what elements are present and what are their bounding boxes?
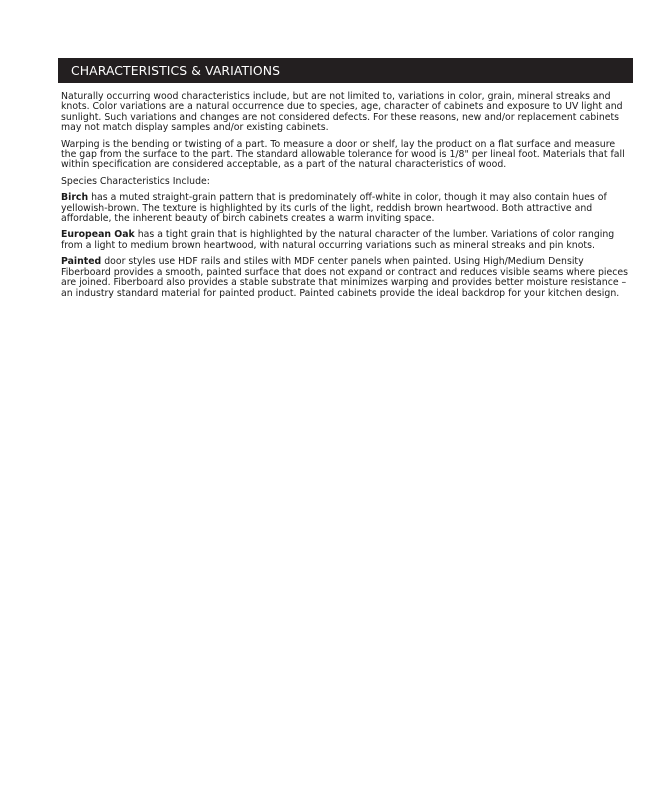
oak-paragraph bbox=[61, 230, 631, 251]
species-intro-paragraph: Species Characteristics Include: bbox=[61, 175, 210, 187]
intro-paragraph: Naturally occurring wood characteristics include, but are not limited to, variations in color, grain, mineral streaks and knots. Color variations are a natural occurrence due to species, age, character of cabinets and exposure to UV light and sunlight. Such variations and changes are not considered defects. For these reasons, new and/or replacement cabinets may not match display samples and/or existing cabinets. bbox=[61, 91, 623, 134]
birch-description: has a muted straight-grain pattern that is predominately off-white in color, though it may also contain hues of yellowish-brown. The texture is highlighted by its curls of the light, reddish brown heartwood. Both attractive and affordable, the inherent beauty of birch cabinets creates a warm inviting space. bbox=[61, 192, 607, 225]
section-title: CHARACTERISTICS & VARIATIONS bbox=[71, 63, 281, 78]
painted-paragraph bbox=[61, 257, 631, 299]
warping-paragraph: Warping is the bending or twisting of a part. To measure a door or shelf, lay the product on a flat surface and measure the gap from the surface to the part. The standard allowable tolerance for wood is 1/8" per lineal foot. Materials that fall within specification are considered acceptable, as a part of the natural characteristics of wood. bbox=[61, 138, 625, 171]
birch-term: Birch bbox=[61, 192, 89, 204]
birch-paragraph bbox=[61, 193, 631, 224]
oak-term: European Oak bbox=[61, 229, 135, 241]
painted-description: door styles use HDF rails and stiles with MDF center panels when painted. Using High/Medium Density Fiberboard provides a smooth, painted surface that does not expand or contract and reduces visible seams where pieces are joined. Fiberboard also provides a stable substrate that minimizes warping and provides better moisture resistance – an industry standard material for painted product. Painted cabinets provide the ideal backdrop for your kitchen design. bbox=[61, 256, 628, 299]
section-body bbox=[61, 92, 631, 305]
section-header-bar bbox=[58, 58, 633, 83]
oak-description: has a tight grain that is highlighted by the natural character of the lumber. Variations of color ranging from a light to medium brown heartwood, with natural occurring variations such as mineral streaks and pin knots. bbox=[61, 229, 615, 251]
painted-term: Painted bbox=[61, 256, 102, 268]
